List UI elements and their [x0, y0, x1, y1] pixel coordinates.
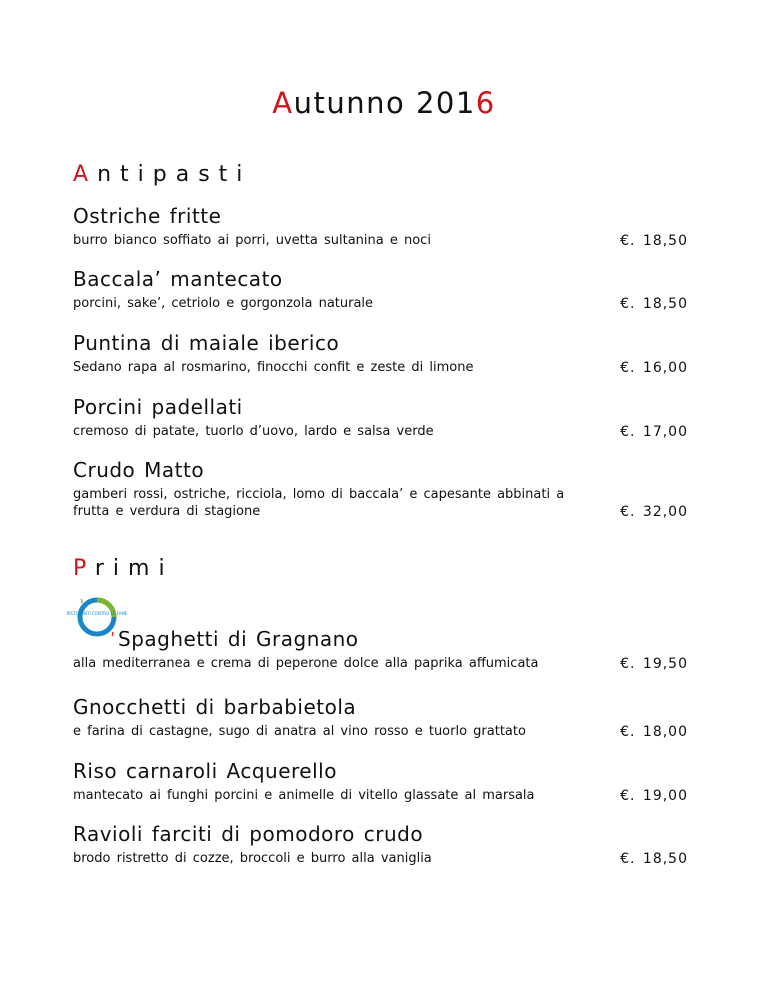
menu-item-gnocchetti-barbabietola: [73, 695, 688, 740]
menu-item-ravioli-pomodoro: [73, 822, 688, 867]
dish-name: Ostriche fritte: [73, 204, 222, 228]
menu-item-crudo-matto: [73, 458, 688, 520]
dish-name: Spaghetti di Gragnano: [118, 627, 359, 651]
dish-name: Puntina di maiale iberico: [73, 331, 340, 355]
dish-description: e farina di castagne, sugo di anatra al vino rosso e tuorlo grattato: [73, 724, 526, 739]
menu-item-puntina-maiale: [73, 331, 688, 376]
section-initial: P: [73, 556, 95, 581]
menu-item-porcini-padellati: [73, 395, 688, 440]
dish-description: alla mediterranea e crema di peperone dolce alla paprika affumicata: [73, 656, 539, 671]
dish-description: gamberi rossi, ostriche, ricciola, lomo di baccala’ e capesante abbinati a frutta e verdura di stagione: [73, 487, 565, 519]
dish-price: €. 17,00: [620, 424, 688, 440]
section-rest: ntipasti: [97, 162, 252, 187]
dish-description: mantecato ai funghi porcini e animelle di vitello glassate al marsala: [73, 788, 535, 803]
title-middle: utunno 201: [293, 86, 476, 120]
menu-item-ostriche-fritte: [73, 204, 688, 249]
dish-price: €. 16,00: [620, 360, 688, 376]
logo-text: RISTORANTI CONTRO LA FAME: [66, 611, 128, 616]
section-primi: [73, 556, 174, 581]
dish-name: Baccala’ mantecato: [73, 267, 283, 291]
dish-description: burro bianco soffiato ai porri, uvetta sultanina e noci: [73, 233, 431, 248]
dish-description: porcini, sake’, cetriolo e gorgonzola naturale: [73, 296, 374, 311]
dish-name: Gnocchetti di barbabietola: [73, 695, 357, 719]
section-rest: rimi: [94, 556, 174, 581]
dish-description: cremoso di patate, tuorlo d’uovo, lardo e salsa verde: [73, 424, 434, 439]
dish-description: brodo ristretto di cozze, broccoli e burro alla vaniglia: [73, 851, 432, 866]
menu-item-baccala-mantecato: [73, 267, 688, 312]
menu-item-riso-carnaroli: [73, 759, 688, 804]
ristoranti-contro-la-fame-logo-icon: [66, 595, 128, 637]
dish-price: €. 18,50: [620, 851, 688, 867]
title-initial: A: [272, 86, 294, 120]
title-final-digit: 6: [475, 86, 496, 120]
dish-name: Porcini padellati: [73, 395, 243, 419]
dish-price: €. 19,00: [620, 788, 688, 804]
section-antipasti: [73, 162, 251, 187]
dish-name: Crudo Matto: [73, 458, 205, 482]
menu-item-spaghetti-gragnano: [66, 611, 688, 672]
dish-price: €. 18,00: [620, 724, 688, 740]
dish-price: €. 19,50: [620, 656, 688, 672]
dish-price: €. 32,00: [620, 504, 688, 520]
dish-description: Sedano rapa al rosmarino, finocchi confit e zeste di limone: [73, 360, 474, 375]
dish-price: €. 18,50: [620, 296, 688, 312]
dish-price: €. 18,50: [620, 233, 688, 249]
section-initial: A: [73, 162, 98, 187]
dish-name: Riso carnaroli Acquerello: [73, 759, 337, 783]
menu-title: [0, 86, 768, 120]
dish-name: Ravioli farciti di pomodoro crudo: [73, 822, 424, 846]
